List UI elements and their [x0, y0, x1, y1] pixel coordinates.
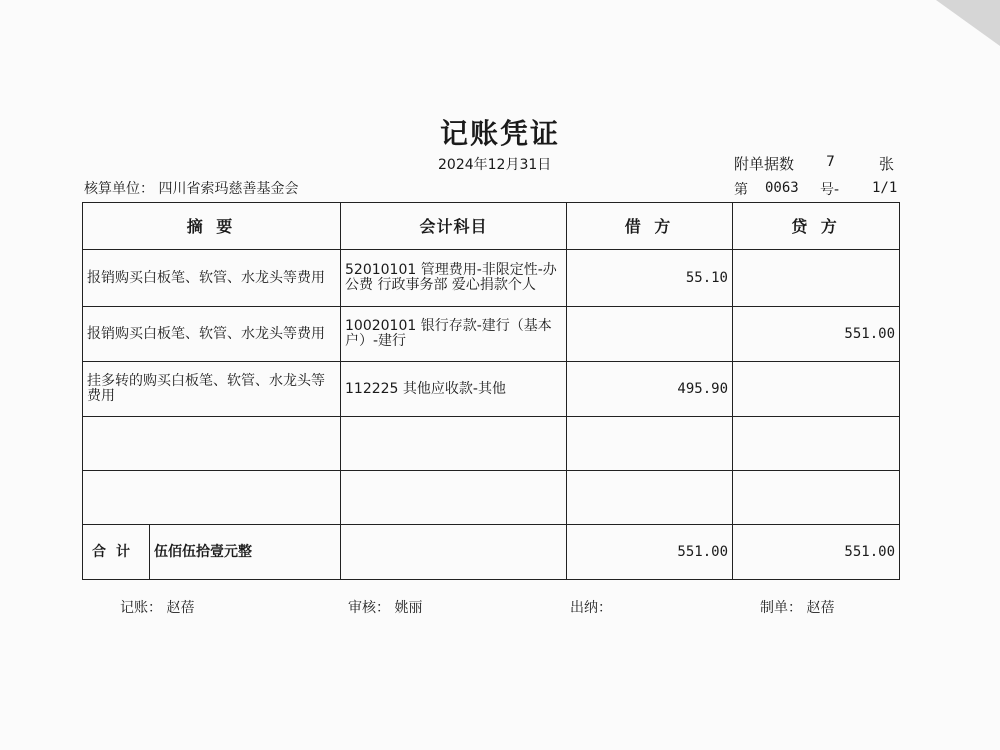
header-row [83, 203, 900, 250]
voucher-table [82, 202, 900, 580]
col-credit-header: 贷 方 [733, 203, 900, 250]
reviewer-signature: 审核： 姚丽 [348, 600, 423, 616]
row-summary: 报销购买白板笔、软管、水龙头等费用 [83, 250, 341, 307]
table-row [83, 362, 900, 417]
folded-corner [936, 0, 1000, 46]
row-credit: 551.00 [733, 307, 900, 362]
voucher-number-prefix: 第 [734, 182, 748, 198]
voucher-page: 1/1 [872, 180, 898, 196]
row-account: 10020101 银行存款-建行（基本户）-建行 [341, 307, 567, 362]
row-debit: 55.10 [567, 250, 733, 307]
row-credit [733, 250, 900, 307]
bookkeeper-signature: 记账： 赵蓓 [120, 600, 195, 616]
total-credit: 551.00 [733, 525, 900, 580]
total-row [83, 525, 900, 580]
row-debit: 495.90 [567, 362, 733, 417]
col-debit-header: 借 方 [567, 203, 733, 250]
col-account-header: 会计科目 [341, 203, 567, 250]
attachments-label: 附单据数 [734, 155, 795, 173]
attachments-unit: 张 [879, 155, 895, 173]
total-debit: 551.00 [567, 525, 733, 580]
total-label: 合计 [83, 525, 150, 579]
empty-row [83, 417, 900, 471]
empty-row [83, 471, 900, 525]
row-summary: 报销购买白板笔、软管、水龙头等费用 [83, 307, 341, 362]
row-account: 52010101 管理费用-非限定性-办公费 行政事务部 爱心捐款个人 [341, 250, 567, 307]
table-row [83, 307, 900, 362]
preparer-signature: 制单： 赵蓓 [760, 600, 835, 616]
row-summary: 挂多转的购买白板笔、软管、水龙头等费用 [83, 362, 341, 417]
attachments-count: 7 [826, 154, 835, 170]
table-row [83, 250, 900, 307]
voucher-number: 0063 [765, 180, 799, 196]
voucher-title: 记账凭证 [439, 117, 560, 150]
accounting-unit: 核算单位： 四川省索玛慈善基金会 [84, 181, 299, 197]
col-summary-header: 摘 要 [83, 203, 341, 250]
row-account: 112225 其他应收款-其他 [341, 362, 567, 417]
voucher-number-suffix: 号- [820, 182, 840, 198]
voucher-date: 2024年12月31日 [438, 157, 552, 173]
row-debit [567, 307, 733, 362]
row-credit [733, 362, 900, 417]
total-amount-in-words: 伍佰伍拾壹元整 [154, 543, 252, 560]
cashier-signature: 出纳： [570, 600, 612, 616]
